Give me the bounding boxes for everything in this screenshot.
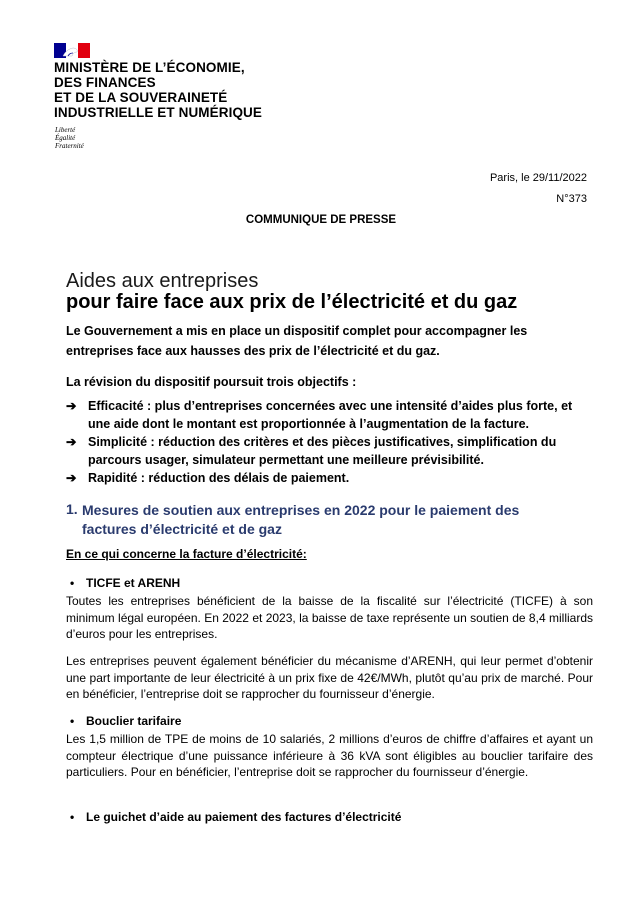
section-title: Mesures de soutien aux entreprises en 2022 pour le paiement des factures d’électricité et de gaz	[82, 502, 520, 537]
objectives-title: La révision du dispositif poursuit trois objectifs :	[66, 375, 357, 389]
objective-item	[66, 397, 593, 433]
motto-line: Liberté	[55, 126, 76, 134]
objective-text: Rapidité : réduction des délais de paiement.	[88, 471, 350, 485]
bullet-heading	[70, 714, 181, 728]
bullet-icon: •	[70, 576, 75, 590]
objective-text: Efficacité : plus d’entreprises concernées avec une intensité d’aides plus forte, et une aide dont le montant est proportionnée à l’augmentation de la facture.	[88, 399, 573, 431]
title-line-2: pour faire face aux prix de l’électricité et du gaz	[66, 291, 518, 313]
arrow-icon: ➔	[66, 471, 77, 485]
title-line-1: Aides aux entreprises	[66, 270, 259, 292]
ministry-name	[54, 60, 262, 120]
republic-motto	[55, 126, 84, 150]
bullet-heading	[70, 810, 401, 824]
objective-text: Simplicité : réduction des critères et des pièces justificatives, simplification du parcours usager, simulateur permettant une meilleure prévisibilité.	[88, 435, 557, 467]
press-number: N°373	[556, 193, 587, 205]
arrow-icon: ➔	[66, 399, 77, 413]
bullet-heading-text: Le guichet d’aide au paiement des factures d’électricité	[86, 810, 402, 824]
ministry-line: MINISTÈRE DE L’ÉCONOMIE,	[54, 60, 245, 75]
objective-item	[66, 469, 593, 487]
bullet-icon: •	[70, 714, 75, 728]
arrow-icon: ➔	[66, 435, 77, 449]
bullet-heading	[70, 576, 180, 590]
bullet-heading-text: Bouclier tarifaire	[86, 714, 182, 728]
body-paragraph: Toutes les entreprises bénéficient de la baisse de la fiscalité sur l’électricité (TICFE) à son minimum légal européen. En 2022 et 2023, la baisse de taxe représente un soutien de 8,4 milliards d’euros pour les entreprises.	[66, 594, 593, 641]
objective-item	[66, 433, 593, 469]
motto-line: Égalité	[55, 134, 76, 142]
motto-line: Fraternité	[55, 142, 84, 150]
ministry-line: ET DE LA SOUVERAINETÉ	[54, 90, 228, 105]
subheading: En ce qui concerne la facture d’électricité:	[66, 547, 307, 561]
marianne-flag-logo	[54, 43, 90, 58]
intro-paragraph: Le Gouvernement a mis en place un dispositif complet pour accompagner les entreprises face aux hausses des prix de l’électricité et du gaz.	[66, 324, 528, 358]
body-paragraph: Les entreprises peuvent également bénéficier du mécanisme d’ARENH, qui leur permet d’obtenir une part importante de leur électricité à un prix fixe de 42€/MWh, plutôt qu’au prix de marché. Pour en bénéficier, l’entreprise doit se rapprocher du fournisseur d’énergie.	[66, 654, 593, 701]
ministry-line: DES FINANCES	[54, 75, 156, 90]
document-type: COMMUNIQUE DE PRESSE	[245, 214, 397, 226]
body-paragraph: Les 1,5 million de TPE de moins de 10 salariés, 2 millions d’euros de chiffre d’affaires et ayant un compteur électrique d’une puissance inférieure à 36 kVA sont éligibles au bouclier tarifaire des particuliers. Pour en bénéficier, l’entreprise doit se rapprocher du fournisseur d’énergie.	[66, 732, 593, 779]
bullet-icon: •	[70, 810, 75, 824]
ministry-line: INDUSTRIELLE ET NUMÉRIQUE	[54, 105, 263, 120]
section-number: 1.	[66, 501, 78, 517]
bullet-heading-text: TICFE et ARENH	[86, 576, 181, 590]
press-date: Paris, le 29/11/2022	[489, 172, 587, 184]
